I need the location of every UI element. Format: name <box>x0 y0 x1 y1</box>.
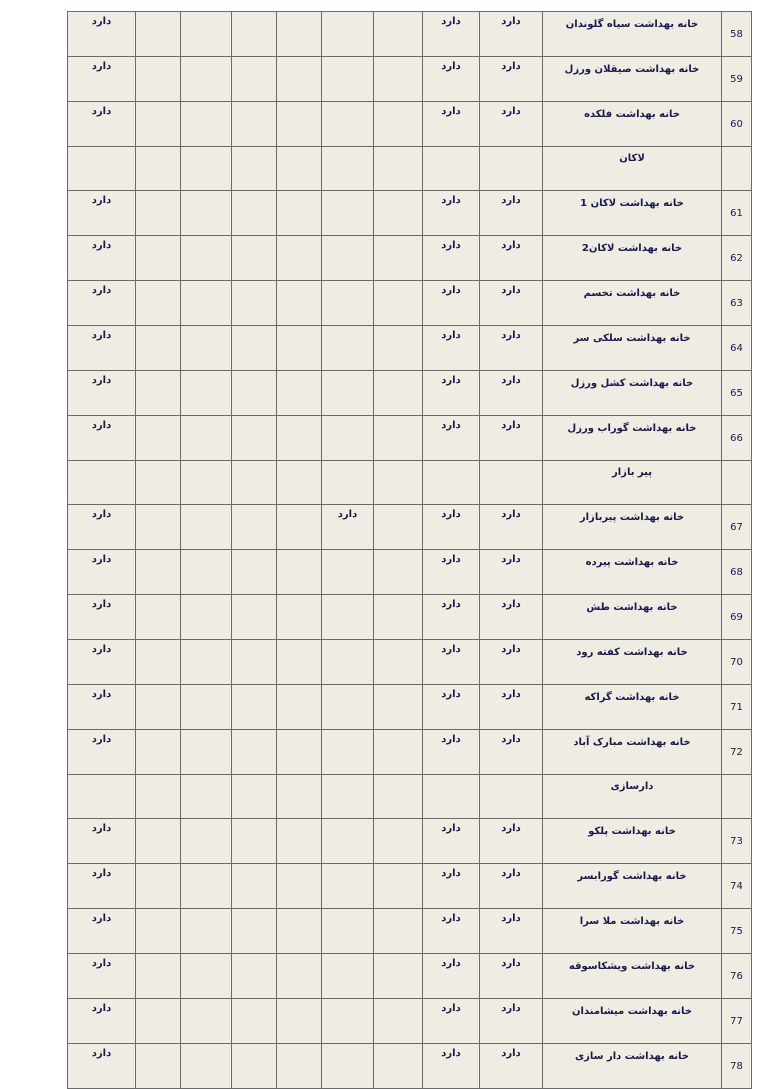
empty-cell <box>322 775 374 819</box>
empty-cell <box>136 685 181 730</box>
empty-cell <box>277 147 322 191</box>
empty-cell <box>232 775 277 819</box>
status-cell <box>322 102 374 147</box>
empty-cell <box>232 505 277 550</box>
empty-cell <box>181 461 232 505</box>
empty-cell <box>423 775 480 819</box>
status-cell <box>322 819 374 864</box>
status-cell <box>322 191 374 236</box>
row-number: 77 <box>722 999 752 1044</box>
status-cell: دارد <box>423 819 480 864</box>
empty-cell <box>181 371 232 416</box>
empty-cell <box>277 505 322 550</box>
status-cell: دارد <box>423 281 480 326</box>
table-row <box>68 864 752 909</box>
facility-name: خانه بهداشت ملا سرا <box>543 909 722 954</box>
status-cell <box>322 371 374 416</box>
empty-cell <box>374 505 423 550</box>
facility-name: خانه بهداشت دار سازی <box>543 1044 722 1089</box>
empty-cell <box>181 147 232 191</box>
facility-name: خانه بهداشت کشل ورزل <box>543 371 722 416</box>
status-cell: دارد <box>423 57 480 102</box>
facility-name: خانه بهداشت لاکان2 <box>543 236 722 281</box>
empty-cell <box>374 819 423 864</box>
row-number: 71 <box>722 685 752 730</box>
empty-cell <box>277 191 322 236</box>
empty-cell <box>232 57 277 102</box>
empty-cell <box>136 909 181 954</box>
facility-name: خانه بهداشت گوراب ورزل <box>543 416 722 461</box>
status-cell: دارد <box>480 371 543 416</box>
status-cell: دارد <box>68 371 136 416</box>
row-number: 64 <box>722 326 752 371</box>
empty-cell <box>277 909 322 954</box>
empty-cell <box>374 999 423 1044</box>
facility-name: خانه بهداشت مبارک آباد <box>543 730 722 775</box>
empty-cell <box>136 236 181 281</box>
empty-cell <box>136 147 181 191</box>
status-cell: دارد <box>322 505 374 550</box>
status-cell: دارد <box>423 550 480 595</box>
empty-cell <box>722 147 752 191</box>
empty-cell <box>136 102 181 147</box>
facility-name: خانه بهداشت طش <box>543 595 722 640</box>
facility-name: خانه بهداشت صیقلان ورزل <box>543 57 722 102</box>
empty-cell <box>136 326 181 371</box>
empty-cell <box>181 326 232 371</box>
table-row <box>68 505 752 550</box>
row-number: 65 <box>722 371 752 416</box>
empty-cell <box>68 775 136 819</box>
table-row <box>68 191 752 236</box>
empty-cell <box>277 999 322 1044</box>
empty-cell <box>136 550 181 595</box>
row-number: 66 <box>722 416 752 461</box>
empty-cell <box>136 954 181 999</box>
empty-cell <box>136 505 181 550</box>
empty-cell <box>374 12 423 57</box>
empty-cell <box>374 371 423 416</box>
facility-name: خانه بهداشت لاکان 1 <box>543 191 722 236</box>
status-cell: دارد <box>480 1044 543 1089</box>
status-cell <box>322 730 374 775</box>
empty-cell <box>277 416 322 461</box>
status-cell: دارد <box>480 416 543 461</box>
status-cell <box>322 57 374 102</box>
empty-cell <box>232 371 277 416</box>
empty-cell <box>181 57 232 102</box>
empty-cell <box>181 550 232 595</box>
empty-cell <box>181 236 232 281</box>
status-cell: دارد <box>423 371 480 416</box>
empty-cell <box>374 191 423 236</box>
status-cell <box>322 281 374 326</box>
facility-name: خانه بهداشت سیاه گلوندان <box>543 12 722 57</box>
table-row <box>68 550 752 595</box>
status-cell: دارد <box>480 57 543 102</box>
status-cell: دارد <box>68 505 136 550</box>
empty-cell <box>722 461 752 505</box>
empty-cell <box>277 954 322 999</box>
empty-cell <box>374 57 423 102</box>
empty-cell <box>68 147 136 191</box>
status-cell: دارد <box>423 102 480 147</box>
status-cell: دارد <box>68 730 136 775</box>
status-cell: دارد <box>423 12 480 57</box>
empty-cell <box>277 281 322 326</box>
row-number: 78 <box>722 1044 752 1089</box>
row-number: 72 <box>722 730 752 775</box>
empty-cell <box>277 819 322 864</box>
empty-cell <box>136 864 181 909</box>
status-cell: دارد <box>480 191 543 236</box>
empty-cell <box>322 147 374 191</box>
empty-cell <box>277 864 322 909</box>
facility-name: خانه بهداشت پلکو <box>543 819 722 864</box>
table-row <box>68 416 752 461</box>
empty-cell <box>136 775 181 819</box>
row-number: 70 <box>722 640 752 685</box>
status-cell: دارد <box>423 326 480 371</box>
empty-cell <box>232 12 277 57</box>
empty-cell <box>181 281 232 326</box>
empty-cell <box>181 191 232 236</box>
row-number: 58 <box>722 12 752 57</box>
empty-cell <box>136 730 181 775</box>
status-cell <box>322 12 374 57</box>
status-cell: دازد <box>68 1044 136 1089</box>
empty-cell <box>181 416 232 461</box>
empty-cell <box>277 326 322 371</box>
empty-cell <box>181 730 232 775</box>
empty-cell <box>423 461 480 505</box>
facility-name: خانه بهداشت سلکی سر <box>543 326 722 371</box>
empty-cell <box>232 147 277 191</box>
empty-cell <box>232 819 277 864</box>
section-title: دارسازی <box>543 775 722 819</box>
status-cell <box>322 909 374 954</box>
status-cell: دارد <box>480 909 543 954</box>
status-cell <box>322 326 374 371</box>
empty-cell <box>277 595 322 640</box>
empty-cell <box>181 1044 232 1089</box>
empty-cell <box>136 640 181 685</box>
table-row <box>68 819 752 864</box>
status-cell <box>322 595 374 640</box>
empty-cell <box>136 281 181 326</box>
status-cell: دارد <box>423 1044 480 1089</box>
status-cell <box>322 954 374 999</box>
row-number: 62 <box>722 236 752 281</box>
empty-cell <box>232 326 277 371</box>
empty-cell <box>374 1044 423 1089</box>
table-row <box>68 326 752 371</box>
table-row <box>68 102 752 147</box>
empty-cell <box>374 416 423 461</box>
empty-cell <box>181 864 232 909</box>
empty-cell <box>136 461 181 505</box>
empty-cell <box>374 864 423 909</box>
status-cell: دارد <box>480 954 543 999</box>
empty-cell <box>136 999 181 1044</box>
empty-cell <box>374 954 423 999</box>
empty-cell <box>374 909 423 954</box>
empty-cell <box>374 775 423 819</box>
status-cell: دارد <box>68 819 136 864</box>
status-cell: دارد <box>423 730 480 775</box>
facility-name: خانه بهداشت گورابسر <box>543 864 722 909</box>
table-row <box>68 12 752 57</box>
empty-cell <box>181 909 232 954</box>
empty-cell <box>136 819 181 864</box>
status-cell: دارد <box>68 685 136 730</box>
status-cell: دارد <box>423 685 480 730</box>
status-cell: دارد <box>423 864 480 909</box>
facility-name: خانه بهداشت پیربازار <box>543 505 722 550</box>
empty-cell <box>181 505 232 550</box>
empty-cell <box>232 191 277 236</box>
facility-name: خانه بهداشت ویشکاسوقه <box>543 954 722 999</box>
table-row <box>68 730 752 775</box>
status-cell: دارد <box>480 550 543 595</box>
empty-cell <box>181 819 232 864</box>
status-cell <box>322 640 374 685</box>
table-row <box>68 954 752 999</box>
empty-cell <box>480 461 543 505</box>
empty-cell <box>136 57 181 102</box>
table-body <box>68 12 752 1089</box>
empty-cell <box>232 461 277 505</box>
empty-cell <box>374 147 423 191</box>
empty-cell <box>136 595 181 640</box>
empty-cell <box>181 775 232 819</box>
empty-cell <box>232 909 277 954</box>
empty-cell <box>181 954 232 999</box>
status-cell: دارد <box>68 416 136 461</box>
table-row <box>68 236 752 281</box>
status-cell: دارد <box>68 999 136 1044</box>
empty-cell <box>136 371 181 416</box>
row-number: 75 <box>722 909 752 954</box>
status-cell: دارد <box>68 236 136 281</box>
row-number: 63 <box>722 281 752 326</box>
status-cell: دارد <box>423 416 480 461</box>
row-number: 74 <box>722 864 752 909</box>
status-cell: دارد <box>480 819 543 864</box>
empty-cell <box>480 775 543 819</box>
empty-cell <box>181 685 232 730</box>
empty-cell <box>181 999 232 1044</box>
status-cell: دارد <box>68 640 136 685</box>
empty-cell <box>232 550 277 595</box>
table-row <box>68 640 752 685</box>
empty-cell <box>374 730 423 775</box>
empty-cell <box>277 685 322 730</box>
empty-cell <box>423 147 480 191</box>
status-cell <box>322 550 374 595</box>
facility-name: خانه بهداشت گراکه <box>543 685 722 730</box>
table-row <box>68 1044 752 1089</box>
empty-cell <box>136 12 181 57</box>
empty-cell <box>136 191 181 236</box>
status-cell <box>322 236 374 281</box>
status-cell: دارد <box>480 236 543 281</box>
empty-cell <box>277 550 322 595</box>
empty-cell <box>232 595 277 640</box>
empty-cell <box>181 12 232 57</box>
health-houses-table <box>67 11 752 1089</box>
empty-cell <box>232 1044 277 1089</box>
status-cell: دارد <box>480 595 543 640</box>
empty-cell <box>374 326 423 371</box>
status-cell <box>322 864 374 909</box>
empty-cell <box>232 281 277 326</box>
status-cell: دارد <box>423 999 480 1044</box>
empty-cell <box>374 685 423 730</box>
empty-cell <box>232 954 277 999</box>
empty-cell <box>480 147 543 191</box>
status-cell: دارد <box>68 12 136 57</box>
empty-cell <box>232 102 277 147</box>
table-row <box>68 371 752 416</box>
facility-name: خانه بهداشت کفته رود <box>543 640 722 685</box>
empty-cell <box>277 371 322 416</box>
table-row <box>68 999 752 1044</box>
status-cell: دارد <box>423 191 480 236</box>
empty-cell <box>322 461 374 505</box>
empty-cell <box>374 550 423 595</box>
status-cell: دارد <box>480 12 543 57</box>
status-cell: دارد <box>423 909 480 954</box>
status-cell: دارد <box>68 595 136 640</box>
empty-cell <box>181 102 232 147</box>
empty-cell <box>374 640 423 685</box>
empty-cell <box>374 595 423 640</box>
section-header-row <box>68 147 752 191</box>
status-cell: دارد <box>480 281 543 326</box>
empty-cell <box>68 461 136 505</box>
status-cell: دارد <box>480 640 543 685</box>
empty-cell <box>374 236 423 281</box>
status-cell: دارد <box>68 191 136 236</box>
empty-cell <box>232 640 277 685</box>
status-cell: دارد <box>68 909 136 954</box>
status-cell: دارد <box>68 864 136 909</box>
status-cell: دارد <box>480 730 543 775</box>
table-row <box>68 685 752 730</box>
empty-cell <box>374 461 423 505</box>
status-cell <box>322 999 374 1044</box>
row-number: 73 <box>722 819 752 864</box>
status-cell <box>322 416 374 461</box>
table-row <box>68 909 752 954</box>
facility-name: خانه بهداشت میشامندان <box>543 999 722 1044</box>
status-cell: دارد <box>480 505 543 550</box>
status-cell: دارد <box>423 236 480 281</box>
status-cell: دارد <box>480 326 543 371</box>
row-number: 61 <box>722 191 752 236</box>
empty-cell <box>277 57 322 102</box>
status-cell <box>322 1044 374 1089</box>
empty-cell <box>277 12 322 57</box>
empty-cell <box>277 461 322 505</box>
row-number: 60 <box>722 102 752 147</box>
row-number: 69 <box>722 595 752 640</box>
empty-cell <box>277 236 322 281</box>
empty-cell <box>722 775 752 819</box>
empty-cell <box>374 102 423 147</box>
row-number: 68 <box>722 550 752 595</box>
section-title: پیر بازار <box>543 461 722 505</box>
row-number: 59 <box>722 57 752 102</box>
status-cell: دارد <box>423 595 480 640</box>
section-header-row <box>68 461 752 505</box>
section-header-row <box>68 775 752 819</box>
empty-cell <box>232 864 277 909</box>
status-cell: دارد <box>68 550 136 595</box>
empty-cell <box>277 102 322 147</box>
empty-cell <box>232 685 277 730</box>
status-cell: دارد <box>68 954 136 999</box>
table-row <box>68 57 752 102</box>
empty-cell <box>181 595 232 640</box>
status-cell: دارد <box>68 281 136 326</box>
row-number: 76 <box>722 954 752 999</box>
status-cell: دارد <box>423 954 480 999</box>
status-cell: دارد <box>480 864 543 909</box>
status-cell: دارد <box>480 685 543 730</box>
status-cell: دارد <box>423 505 480 550</box>
table-row <box>68 281 752 326</box>
row-number: 67 <box>722 505 752 550</box>
empty-cell <box>277 1044 322 1089</box>
facility-name: خانه بهداشت فلکده <box>543 102 722 147</box>
facility-name: خانه بهداشت تخسم <box>543 281 722 326</box>
status-cell <box>322 685 374 730</box>
empty-cell <box>181 640 232 685</box>
empty-cell <box>277 730 322 775</box>
table-row <box>68 595 752 640</box>
empty-cell <box>374 281 423 326</box>
status-cell: دارد <box>68 326 136 371</box>
empty-cell <box>232 730 277 775</box>
empty-cell <box>232 999 277 1044</box>
empty-cell <box>232 236 277 281</box>
empty-cell <box>232 416 277 461</box>
empty-cell <box>277 775 322 819</box>
empty-cell <box>277 640 322 685</box>
status-cell: دارد <box>480 999 543 1044</box>
status-cell: دارد <box>68 57 136 102</box>
status-cell: دارد <box>423 640 480 685</box>
section-title: لاکان <box>543 147 722 191</box>
facility-name: خانه بهداشت پیرده <box>543 550 722 595</box>
status-cell: دارد <box>68 102 136 147</box>
empty-cell <box>136 416 181 461</box>
empty-cell <box>136 1044 181 1089</box>
status-cell: دارد <box>480 102 543 147</box>
